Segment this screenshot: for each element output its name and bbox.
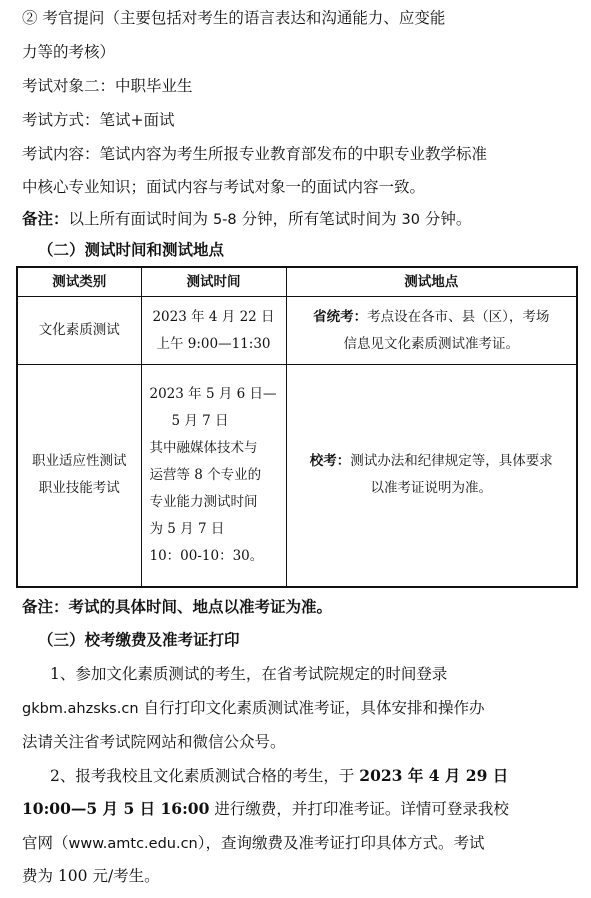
category-cell: 文化素质测试 — [17, 297, 141, 365]
header-location: 测试地点 — [286, 267, 577, 297]
text-line: 考试方式：笔试+面试 — [22, 111, 175, 129]
website-link[interactable]: www.amtc.edu.cn — [68, 836, 198, 852]
text-line: ② 考官提问（主要包括对考生的语言表达和沟通能力、应变能 — [22, 9, 446, 27]
text-line: 官网（www.amtc.edu.cn），查询缴费及准考证打印具体方式。考试 — [22, 834, 485, 852]
text-line: 法请关注省考试院网站和微信公众号。 — [22, 733, 286, 751]
note-line: 备注：考试的具体时间、地点以准考证为准。 — [22, 597, 333, 616]
text-line: 力等的考核） — [22, 43, 116, 61]
text-line: 考试内容：笔试内容为考生所报专业教育部发布的中职专业教学标准 — [22, 145, 488, 163]
location-cell: 省统考：考点设在各市、县（区），考场 信息见文化素质测试准考证。 — [286, 297, 577, 365]
time-cell: 2023 年 4 月 22 日 上午 9:00—11:30 — [141, 297, 286, 365]
text-line: 考试对象二：中职毕业生 — [22, 77, 193, 95]
website-link[interactable]: gkbm.ahzsks.cn — [22, 701, 139, 717]
note-line: 备注：以上所有面试时间为 5-8 分钟，所有笔试时间为 30 分钟。 — [22, 209, 472, 228]
text-line: gkbm.ahzsks.cn 自行打印文化素质测试准考证，具体安排和操作办 — [22, 699, 485, 717]
section-heading: （二）测试时间和测试地点 — [38, 240, 225, 259]
text-line: 1、参加文化素质测试的考生，在省考试院规定的时间登录 — [50, 665, 448, 683]
schedule-table — [16, 266, 578, 588]
table-header-row — [17, 267, 577, 297]
text-line: 10:00—5 月 5 日 16:00 进行缴费，并打印准考证。详情可登录我校 — [22, 799, 509, 818]
table-row — [17, 365, 577, 587]
text-line: 中核心专业知识；面试内容与考试对象一的面试内容一致。 — [22, 178, 426, 196]
table-row — [17, 297, 577, 365]
time-cell: 2023 年 5 月 6 日— 5 月 7 日 其中融媒体技术与 运营等 8 个专业的 专业能力测试时间 为 5 月 7 日 10：00-10：30。 — [141, 365, 286, 587]
section-heading: （三）校考缴费及准考证打印 — [38, 630, 240, 649]
header-time: 测试时间 — [141, 267, 286, 297]
location-cell: 校考：测试办法和纪律规定等，具体要求 以准考证说明为准。 — [286, 365, 577, 587]
header-category: 测试类别 — [17, 267, 141, 297]
note-label: 备注： — [22, 209, 69, 228]
category-cell: 职业适应性测试 职业技能考试 — [17, 365, 141, 587]
text-line: 费为 100 元/考生。 — [22, 867, 160, 885]
text-line: 2、报考我校且文化素质测试合格的考生，于 2023 年 4 月 29 日 — [50, 766, 509, 785]
